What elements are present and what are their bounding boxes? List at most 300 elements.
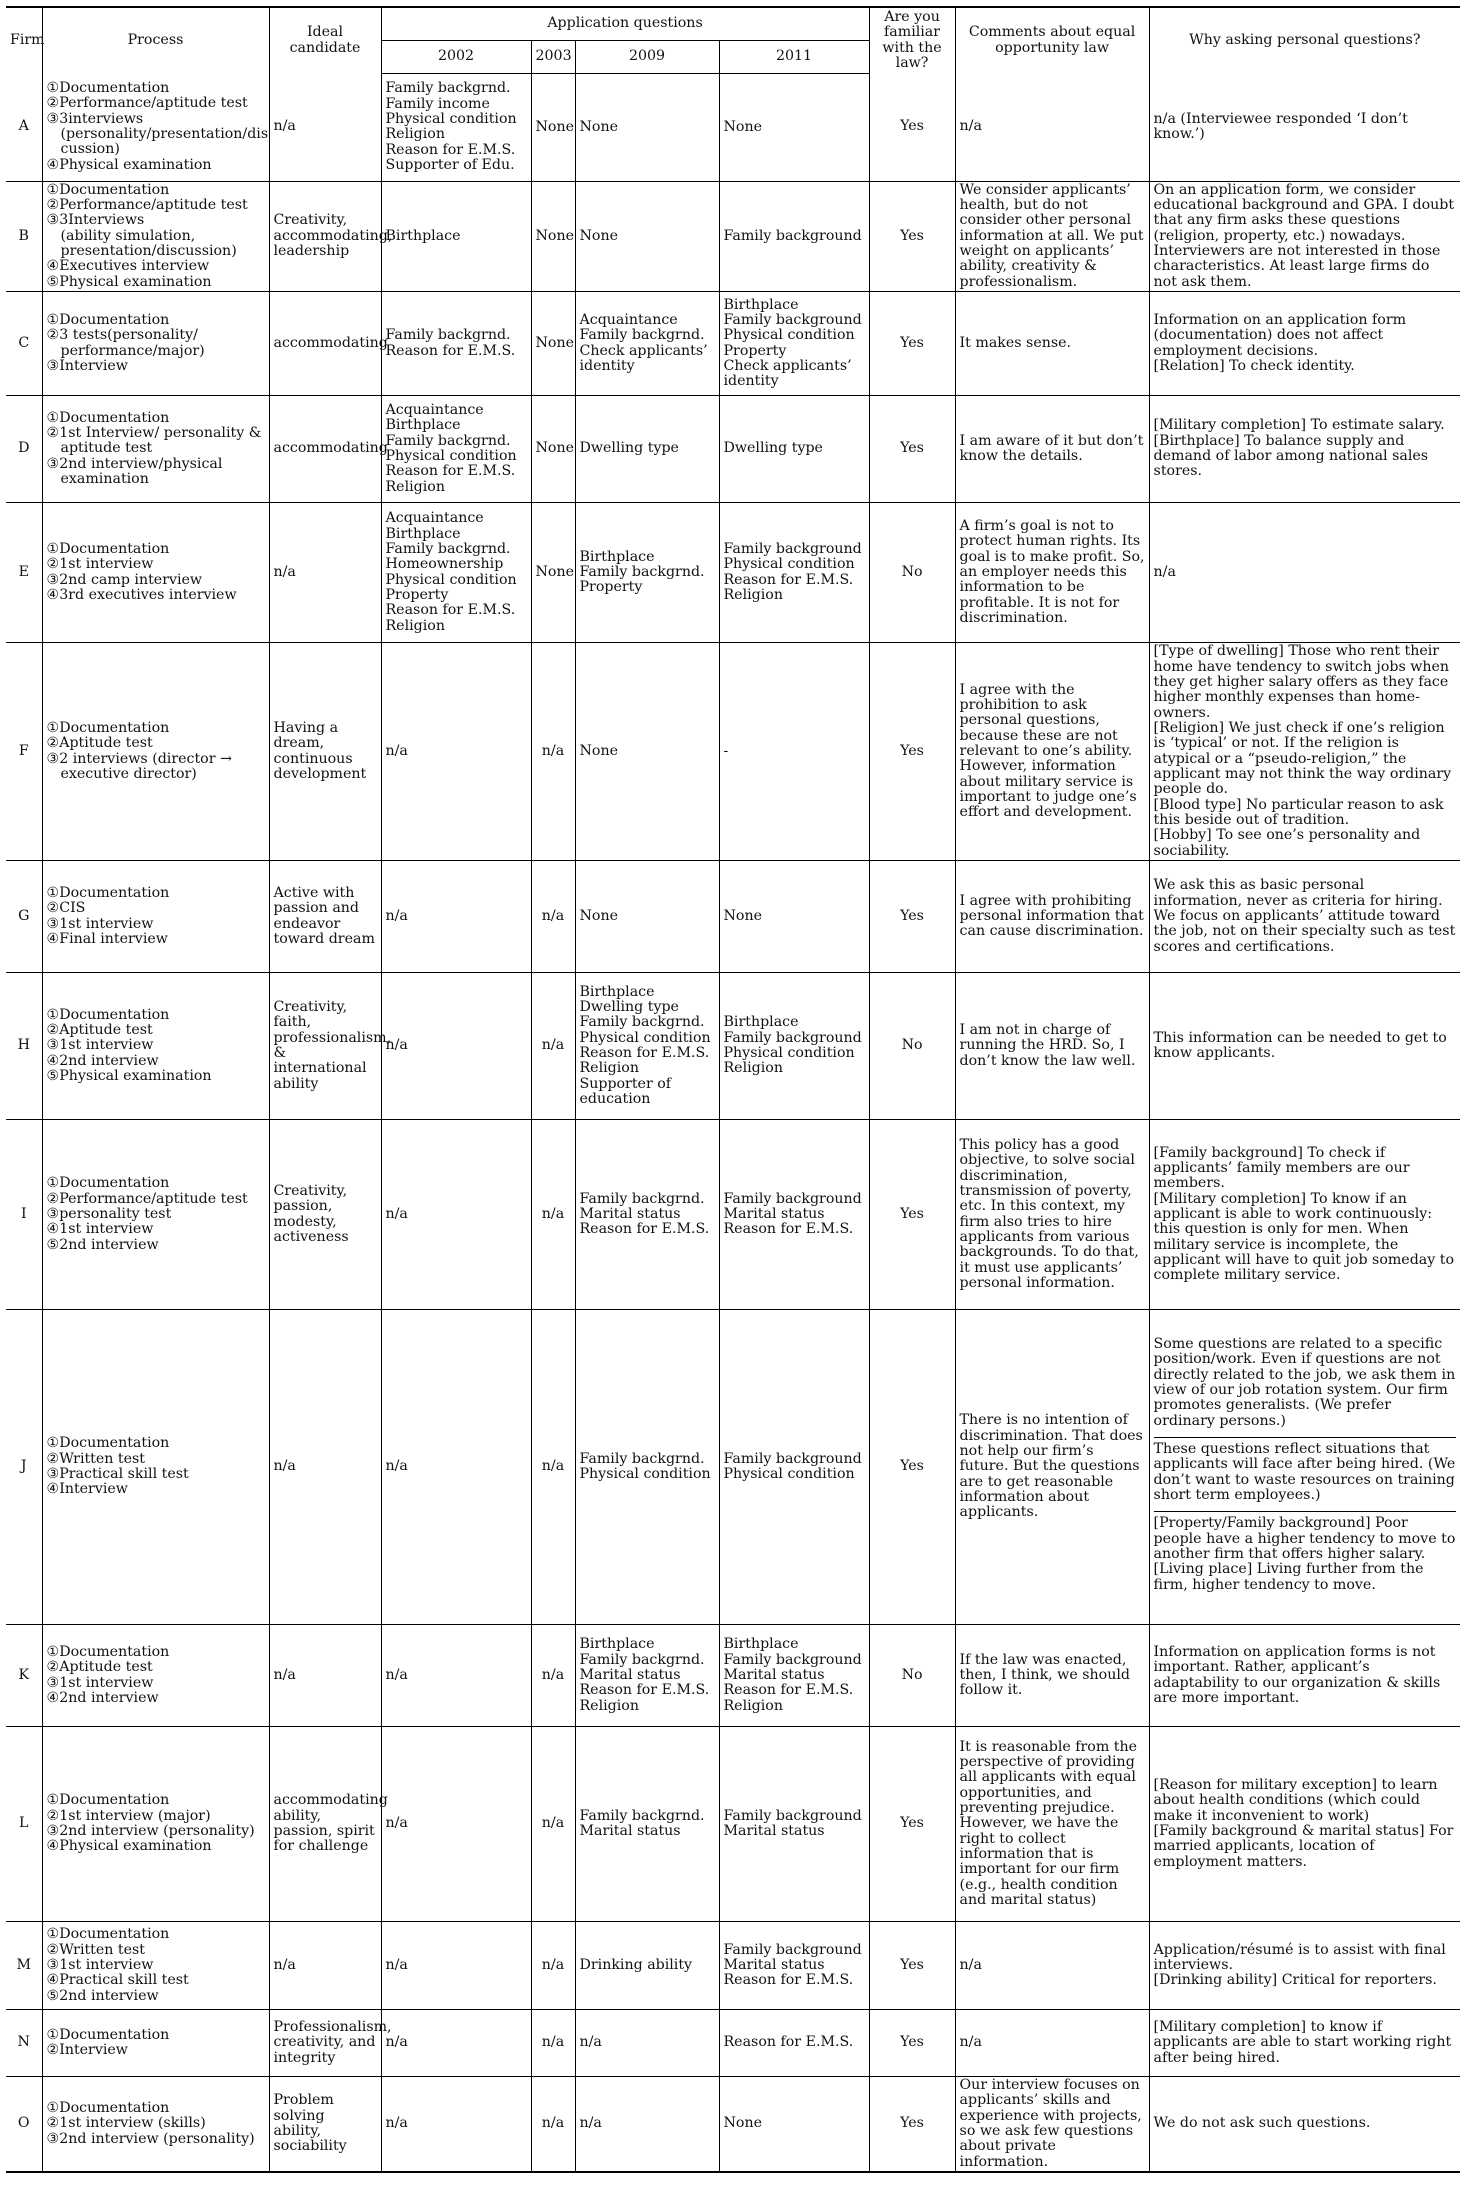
familiar-cell: [869, 861, 955, 973]
cell-text: [Hobby] To see one’s personality and sociability.: [1153, 827, 1421, 859]
cell-line: Family background: [723, 1190, 862, 1207]
cell-line: n/a: [385, 2034, 408, 2051]
table-row: [6, 1727, 1460, 1922]
table-row: [6, 73, 1460, 181]
cell-line: Physical condition: [385, 110, 517, 127]
cell-text: Yes: [900, 1205, 924, 1222]
cell-line: ④Physical examination: [46, 1838, 212, 1855]
cell-text: n/a: [541, 2115, 565, 2132]
cell-text: n/a: [541, 1666, 565, 1683]
ideal-candidate-cell: [269, 396, 388, 503]
comments-cell: [955, 2010, 1149, 2077]
cell-line: ②Aptitude test: [46, 1022, 153, 1039]
cell-text: n/a: [541, 1815, 565, 1832]
cell-line: Family backgrnd.: [579, 1014, 705, 1031]
cell-line: ③3Interviews: [46, 212, 145, 229]
cell-line: Supporter of Edu.: [385, 156, 515, 173]
cell-line: n/a: [385, 907, 408, 924]
cell-text: n/a: [273, 563, 296, 580]
cell-line: ④1st interview: [46, 1221, 154, 1238]
cell-line: Religion: [385, 617, 445, 634]
comments-cell: [955, 1625, 1149, 1727]
questions-2002-cell: [381, 181, 531, 291]
cell-text: n/a: [541, 742, 565, 759]
table-row: [6, 1922, 1460, 2010]
comments-cell: [955, 503, 1149, 643]
cell-text: n/a: [273, 1458, 296, 1475]
cell-line: ③2nd interview (personality): [46, 2130, 255, 2147]
header-application-questions: Application questions: [381, 7, 869, 40]
cell-text: Yes: [900, 227, 924, 244]
header-comments: Comments about equal opportunity law: [955, 7, 1149, 73]
why-cell: [1149, 973, 1460, 1120]
why-cell: [1149, 2010, 1460, 2077]
cell-text: Yes: [900, 1815, 924, 1832]
ideal-candidate-cell: [269, 1922, 381, 2010]
questions-2011-cell: [719, 1727, 869, 1922]
familiar-cell: [869, 73, 955, 181]
cell-line: ④2nd interview: [46, 1689, 159, 1706]
ideal-candidate-cell: [269, 973, 392, 1120]
ideal-candidate-cell: [269, 73, 381, 181]
questions-2003-cell: [531, 1120, 575, 1310]
cell-line: ②Performance/aptitude test: [46, 95, 248, 112]
comments-cell: [955, 1120, 1149, 1310]
familiar-cell: [869, 1922, 955, 2010]
cell-line: Acquaintance: [385, 510, 484, 527]
cell-line: ①Documentation: [46, 1175, 170, 1192]
header-row-1: [6, 7, 1460, 40]
questions-2011-cell: [719, 1120, 869, 1310]
cell-line: (personality/presentation/dis: [60, 126, 269, 143]
questions-2011-cell: [719, 181, 869, 291]
questions-2002-cell: [381, 503, 531, 643]
cell-text: [Type of dwelling] Those who rent their home have tendency to switch jobs when they get higher salary offers as they face higher monthly expenses than home-owners.: [1153, 643, 1450, 721]
cell-text: [Military completion] to know if applicants are able to start working right after being hired.: [1153, 2019, 1452, 2066]
questions-2009-cell: [575, 1727, 719, 1922]
cell-text: [Relation] To check identity.: [1153, 357, 1355, 374]
header-year-2011: 2011: [719, 40, 869, 73]
cell-line: Marital status: [579, 1205, 681, 1222]
cell-line: Family backgrnd.: [579, 1807, 705, 1824]
cell-text: Yes: [900, 440, 924, 457]
why-cell: [1149, 292, 1460, 396]
cell-line: Family backgrnd.: [579, 1651, 705, 1668]
questions-2011-cell: [719, 973, 869, 1120]
cell-line: aptitude test: [60, 440, 153, 457]
cell-line: education: [579, 1091, 651, 1108]
cell-text: accommodating: [273, 334, 388, 351]
cell-text: Professionalism, creativity, and integrity: [273, 2019, 392, 2066]
cell-line: Family backgrnd.: [385, 327, 511, 344]
header-familiar: Are you familiar with the law?: [869, 7, 955, 73]
why-cell: [1149, 503, 1460, 643]
questions-2002-cell: [381, 73, 531, 181]
cell-line: identity: [723, 373, 779, 390]
questions-2009-cell: [575, 73, 719, 181]
why-cell: [1149, 1310, 1460, 1625]
firm-cell: [6, 2010, 42, 2077]
why-cell: [1149, 643, 1460, 861]
ideal-candidate-cell: [269, 643, 381, 861]
why-subcell: Some questions are related to a specific position/work. Even if questions are not directly related to the job, we ask them in view of our job rotation system. Our firm promotes generalists. (We prefer ordinary persons.): [1153, 1336, 1456, 1429]
cell-text: [Military completion] To know if an applicant is able to work continuously: this question is only for men. When military service is incomplete, the applicant will have to quit job someday to complete military service.: [1153, 1190, 1455, 1284]
cell-line: None: [579, 118, 618, 135]
process-cell: [42, 1922, 269, 2010]
cell-line: ①Documentation: [46, 311, 170, 328]
cell-line: Property: [579, 579, 643, 596]
firm-cell: [6, 181, 42, 291]
cell-line: Religion: [723, 1060, 783, 1077]
cell-line: Reason for E.M.S.: [579, 1045, 710, 1062]
process-cell: [42, 1625, 269, 1727]
cell-line: Marital status: [579, 1823, 681, 1840]
cell-line: Birthplace: [579, 983, 655, 1000]
questions-2003-cell: [531, 503, 575, 643]
cell-line: ①Documentation: [46, 1926, 170, 1943]
cell-text: [Military completion] To estimate salary.: [1153, 417, 1445, 434]
cell-line: Family backgrnd.: [579, 1450, 705, 1467]
cell-text: accommodating: [273, 440, 388, 457]
table-row: [6, 1625, 1460, 1727]
cell-line: Family backgrnd.: [579, 563, 705, 580]
cell-line: ③personality test: [46, 1205, 172, 1222]
cell-text: Information on application forms is not important. Rather, applicant’s adaptability to our organization & skills are more important.: [1153, 1643, 1441, 1706]
why-cell: [1149, 1120, 1460, 1310]
cell-text: None: [535, 227, 574, 244]
comments-cell: [955, 73, 1149, 181]
firm-cell: [6, 861, 42, 973]
cell-line: Physical condition: [723, 556, 855, 573]
cell-line: ②1st interview (skills): [46, 2115, 206, 2132]
cell-line: ③1st interview: [46, 1956, 154, 1973]
questions-2011-cell: [719, 1625, 869, 1727]
why-cell: [1149, 73, 1460, 181]
cell-text: n/a: [959, 1956, 982, 1973]
process-cell: [42, 1120, 269, 1310]
cell-line: Property: [385, 586, 449, 603]
why-cell: [1149, 2077, 1460, 2172]
cell-line: cussion): [60, 141, 120, 158]
cell-line: n/a: [579, 2034, 602, 2051]
table-body: [6, 73, 1460, 2172]
cell-line: Drinking ability: [579, 1956, 693, 1973]
table-row: [6, 396, 1460, 503]
cell-line: Birthplace: [385, 525, 461, 542]
cell-text: This policy has a good objective, to solve social discrimination, transmission of poverty, etc. In this context, my firm also tries to hire applicants from various backgrounds. To do that, it must use applicants’ personal information.: [959, 1136, 1139, 1291]
table-row: [6, 292, 1460, 396]
cell-text: I agree with the prohibition to ask personal questions, because these are not relevant to one’s ability. However, information about military service is important to judge one’s effort and development.: [959, 681, 1137, 821]
cell-line: ①Documentation: [46, 884, 170, 901]
cell-text: None: [535, 440, 574, 457]
cell-line: Birthplace: [723, 296, 799, 313]
cell-line: ④Interview: [46, 1481, 128, 1498]
cell-line: ③Interview: [46, 357, 128, 374]
questions-2009-cell: [575, 973, 719, 1120]
cell-line: ④Physical examination: [46, 156, 212, 173]
table-row: [6, 861, 1460, 973]
cell-text: [Drinking ability] Critical for reporters.: [1153, 1972, 1437, 1989]
cell-line: Physical condition: [723, 327, 855, 344]
questions-2003-cell: [531, 1310, 575, 1625]
cell-line: Acquaintance: [579, 311, 678, 328]
process-cell: [42, 503, 269, 643]
firm-cell: [6, 1922, 42, 2010]
cell-line: executive director): [60, 765, 197, 782]
cell-line: Physical condition: [385, 571, 517, 588]
familiar-cell: [869, 1727, 955, 1922]
questions-2011-cell: [719, 396, 869, 503]
questions-2009-cell: [575, 2010, 719, 2077]
cell-line: Family background: [723, 1450, 862, 1467]
process-cell: [42, 292, 269, 396]
firm-cell: [6, 292, 42, 396]
cell-line: ③2nd interview (personality): [46, 1823, 255, 1840]
firm-cell: [6, 1120, 42, 1310]
cell-text: K: [18, 1666, 30, 1683]
firm-cell: [6, 503, 42, 643]
cell-line: Supporter of: [579, 1075, 672, 1092]
cell-line: ①Documentation: [46, 2026, 170, 2043]
cell-text: No: [901, 1037, 923, 1054]
cell-text: accommodating ability, passion, spirit for challenge: [273, 1792, 388, 1855]
process-cell: [42, 643, 269, 861]
cell-text: None: [535, 118, 574, 135]
cell-text: [Birthplace] To balance supply and demand of labor among national sales stores.: [1153, 432, 1429, 480]
questions-2003-cell: [531, 396, 575, 503]
familiar-cell: [869, 396, 955, 503]
ideal-candidate-cell: [269, 292, 388, 396]
questions-2003-cell: [531, 1625, 575, 1727]
questions-2009-cell: [575, 643, 719, 861]
cell-text: J: [20, 1458, 27, 1475]
questions-2009-cell: [575, 1310, 719, 1625]
table-row: [6, 181, 1460, 291]
questions-2002-cell: [381, 1120, 531, 1310]
ideal-candidate-cell: [269, 1120, 381, 1310]
why-cell: [1149, 1922, 1460, 2010]
questions-2009-cell: [575, 1120, 719, 1310]
questions-2009-cell: [575, 2077, 719, 2172]
cell-line: Birthplace: [723, 1014, 799, 1031]
process-cell: [42, 73, 269, 181]
cell-text: I am aware of it but don’t know the details.: [959, 432, 1144, 465]
questions-2003-cell: [531, 2010, 575, 2077]
cell-line: (ability simulation,: [60, 227, 196, 244]
table-row: [6, 1120, 1460, 1310]
firm-cell: [6, 73, 42, 181]
questions-2002-cell: [381, 2010, 531, 2077]
cell-text: n/a: [1153, 563, 1176, 580]
cell-line: ⑤2nd interview: [46, 1987, 159, 2004]
familiar-cell: [869, 1310, 955, 1625]
header-year-2002: 2002: [381, 40, 531, 73]
cell-line: Reason for E.M.S.: [723, 1682, 854, 1699]
cell-text: M: [16, 1956, 32, 1973]
cell-line: ①Documentation: [46, 80, 170, 97]
table-row: [6, 973, 1460, 1120]
cell-line: Family background: [723, 1941, 862, 1958]
cell-line: Birthplace: [579, 1636, 655, 1653]
cell-text: Application/résumé is to assist with final interviews.: [1153, 1941, 1446, 1973]
familiar-cell: [869, 643, 955, 861]
cell-text: n/a: [273, 1956, 296, 1973]
questions-2011-cell: [719, 292, 869, 396]
process-cell: [42, 181, 269, 291]
cell-text: Yes: [900, 2115, 924, 2132]
questions-2002-cell: [381, 861, 531, 973]
cell-line: Family background: [723, 1651, 862, 1668]
process-cell: [42, 1310, 269, 1625]
cell-text: No: [901, 1666, 923, 1683]
cell-line: None: [723, 907, 762, 924]
cell-line: Reason for E.M.S.: [723, 2034, 854, 2051]
cell-text: I agree with prohibiting personal information that can cause discrimination.: [959, 892, 1144, 940]
cell-line: ③2 interviews (director →: [46, 750, 232, 767]
cell-line: ②Interview: [46, 2042, 128, 2059]
cell-line: ①Documentation: [46, 540, 170, 557]
questions-2009-cell: [575, 1922, 719, 2010]
questions-2011-cell: [719, 861, 869, 973]
ideal-candidate-cell: [269, 1625, 381, 1727]
why-cell: [1149, 1625, 1460, 1727]
cell-text: G: [18, 907, 30, 924]
cell-line: ②Aptitude test: [46, 1659, 153, 1676]
table-container: [6, 6, 1460, 2173]
cell-line: Birthplace: [385, 227, 461, 244]
cell-line: Marital status: [723, 1205, 825, 1222]
cell-text: O: [17, 2115, 30, 2132]
cell-text: n/a: [541, 1205, 565, 1222]
questions-2002-cell: [381, 1310, 531, 1625]
cell-line: Birthplace: [579, 548, 655, 565]
comments-cell: [955, 396, 1149, 503]
cell-line: Family backgrnd.: [385, 540, 511, 557]
cell-text: Creativity, passion, modesty, activeness: [273, 1182, 349, 1245]
cell-line: Religion: [385, 478, 445, 495]
cell-line: Reason for E.M.S.: [385, 342, 516, 359]
cell-line: Physical condition: [385, 448, 517, 465]
cell-text: Yes: [900, 907, 924, 924]
cell-line: Physical condition: [723, 1045, 855, 1062]
cell-line: n/a: [385, 1815, 408, 1832]
cell-text: No: [901, 563, 923, 580]
cell-line: Reason for E.M.S.: [723, 1972, 854, 1989]
why-subcell: [Property/Family background] Poor people have a higher tendency to move to another firm that offers higher salary. [Living place] Living further from the firm, higher tendency to move.: [1154, 1511, 1457, 1597]
cell-line: identity: [579, 357, 635, 374]
cell-text: There is no intention of discrimination. That does not help our firm’s future. But the questions are to get reasonable information about applicants.: [959, 1412, 1143, 1521]
ideal-candidate-cell: [269, 861, 381, 973]
cell-line: ④Final interview: [46, 930, 168, 947]
header-firm: Firm: [6, 7, 42, 73]
cell-text: Yes: [900, 1956, 924, 1973]
questions-2011-cell: [719, 73, 869, 181]
ideal-candidate-cell: [269, 2010, 392, 2077]
questions-2011-cell: [719, 503, 869, 643]
cell-line: ③Practical skill test: [46, 1466, 189, 1483]
cell-text: Information on an application form (documentation) does not affect employment decisions.: [1153, 311, 1407, 359]
questions-2003-cell: [531, 2077, 575, 2172]
cell-line: ②Aptitude test: [46, 735, 153, 752]
cell-text: H: [17, 1037, 30, 1054]
questions-2003-cell: [531, 1922, 575, 2010]
cell-line: ②3 tests(personality/: [46, 327, 198, 344]
cell-text: n/a: [959, 2034, 982, 2051]
cell-line: n/a: [385, 1205, 408, 1222]
cell-line: ③1st interview: [46, 1674, 154, 1691]
cell-text: I am not in charge of running the HRD. So, I don’t know the law well.: [959, 1022, 1136, 1069]
why-cell: [1149, 861, 1460, 973]
questions-2011-cell: [719, 2077, 869, 2172]
firm-cell: [6, 1625, 42, 1727]
cell-line: Birthplace: [385, 417, 461, 434]
cell-text: Active with passion and endeavor toward dream: [273, 884, 375, 947]
questions-2009-cell: [575, 396, 719, 503]
cell-line: ①Documentation: [46, 1006, 170, 1023]
cell-text: A firm’s goal is not to protect human rights. Its goal is to make profit. So, an employer needs this information to be profitable. It is not for discrimination.: [959, 517, 1145, 626]
familiar-cell: [869, 1120, 955, 1310]
cell-line: Check applicants’: [723, 357, 852, 374]
cell-text: n/a (Interviewee responded ‘I don’t know.’): [1153, 110, 1408, 143]
cell-line: ③3interviews: [46, 110, 144, 127]
cell-line: Homeownership: [385, 556, 504, 573]
questions-2011-cell: [719, 643, 869, 861]
cell-text: D: [18, 440, 30, 457]
cell-line: ④2nd interview: [46, 1052, 159, 1069]
cell-line: Reason for E.M.S.: [385, 463, 516, 480]
process-cell: [42, 973, 269, 1120]
ideal-candidate-cell: [269, 2077, 381, 2172]
questions-2002-cell: [381, 643, 531, 861]
cell-text: If the law was enacted, then, I think, we should follow it.: [959, 1651, 1130, 1699]
cell-text: C: [18, 334, 30, 351]
familiar-cell: [869, 1625, 955, 1727]
cell-text: n/a: [541, 1037, 565, 1054]
table-row: [6, 1310, 1460, 1625]
header-process: Process: [42, 7, 269, 73]
cell-line: ②CIS: [46, 900, 86, 917]
firm-cell: [6, 2077, 42, 2172]
cell-line: ①Documentation: [46, 1643, 170, 1660]
questions-2002-cell: [381, 973, 531, 1120]
questions-2011-cell: [719, 1310, 869, 1625]
questions-2002-cell: [381, 1625, 531, 1727]
questions-2011-cell: [719, 1922, 869, 2010]
process-cell: [42, 2077, 269, 2172]
cell-line: n/a: [385, 1037, 408, 1054]
cell-text: It is reasonable from the perspective of providing all applicants with equal opportunities, and preventing prejudice. However, we have the right to collect information that is important for our firm (e.g., health condition and marital status): [959, 1738, 1138, 1909]
cell-line: Family backgrnd.: [579, 1190, 705, 1207]
cell-text: Our interview focuses on applicants’ skills and experience with projects, so we ask few questions about private information.: [959, 2077, 1142, 2170]
questions-2009-cell: [575, 861, 719, 973]
process-cell: [42, 396, 269, 503]
cell-text: N: [17, 2034, 30, 2051]
cell-line: Acquaintance: [385, 402, 484, 419]
cell-line: ①Documentation: [46, 1435, 170, 1452]
cell-line: Family income: [385, 95, 490, 112]
cell-line: Religion: [723, 586, 783, 603]
cell-line: Reason for E.M.S.: [385, 602, 516, 619]
questions-2003-cell: [531, 861, 575, 973]
cell-line: Physical condition: [723, 1466, 855, 1483]
cell-line: Family background: [723, 227, 862, 244]
comments-cell: [955, 292, 1149, 396]
questions-2002-cell: [381, 396, 531, 503]
cell-line: None: [579, 742, 618, 759]
header-why: Why asking personal questions?: [1149, 7, 1460, 73]
cell-text: I: [20, 1205, 27, 1222]
cell-text: [Family background] To check if applicants’ family members are our members.: [1153, 1144, 1410, 1192]
